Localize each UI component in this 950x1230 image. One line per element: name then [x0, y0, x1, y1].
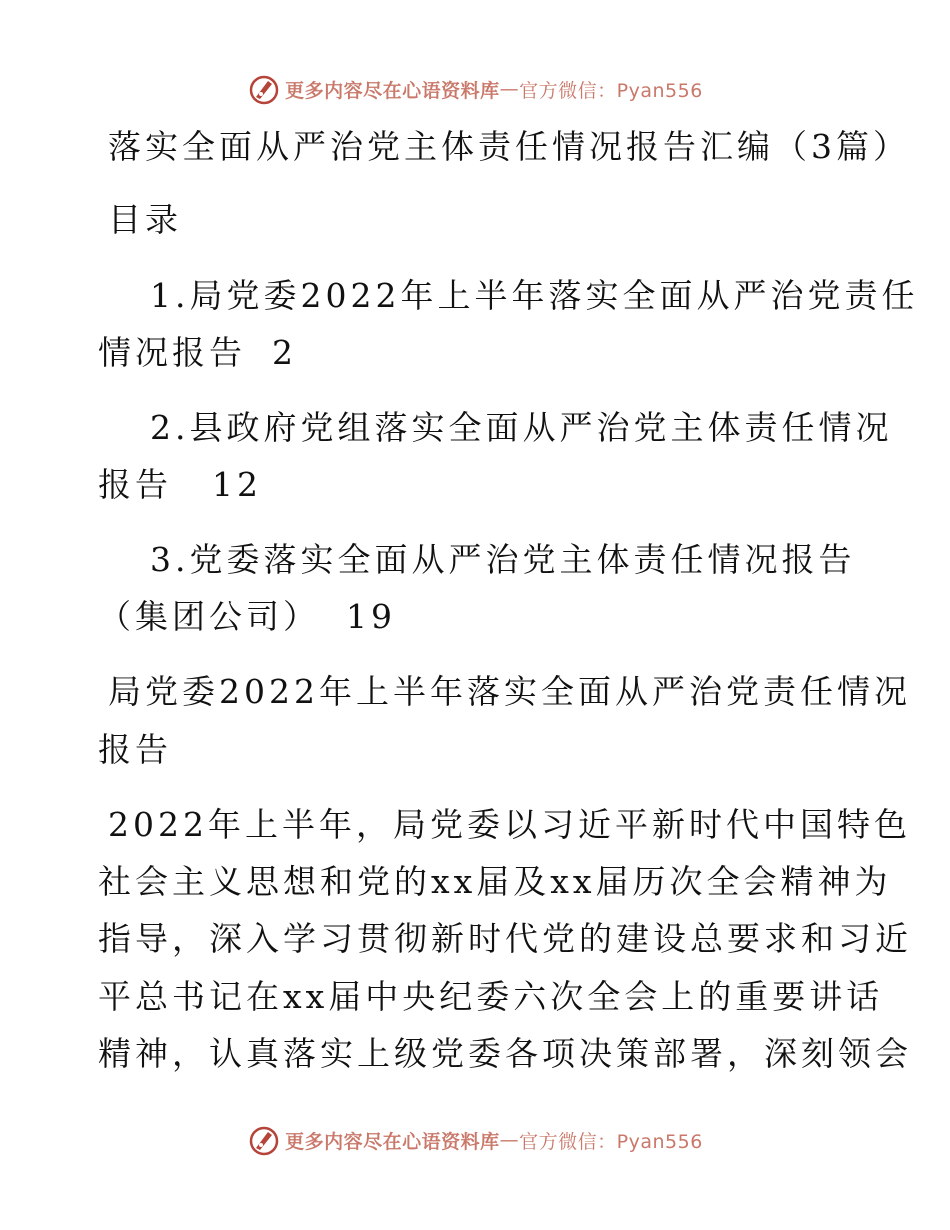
toc-heading: 目录	[108, 200, 182, 239]
watermark-site-name: 更多内容尽在心语资料库	[285, 79, 500, 102]
watermark-dash: —	[499, 1129, 520, 1151]
document-title: 落实全面从严治党主体责任情况报告汇编（3篇）	[108, 127, 910, 166]
toc-item-3-label: （集团公司）	[98, 597, 320, 636]
body-line: 社会主义思想和党的xx届及xx届历次全会精神为	[98, 862, 892, 901]
toc-item-1-label: 情况报告	[98, 333, 246, 372]
pen-nib-logo-icon	[247, 1123, 281, 1157]
watermark-site-name: 更多内容尽在心语资料库	[285, 1130, 500, 1153]
section-heading-line-1: 局党委2022年上半年落实全面从严治党责任情况	[108, 672, 911, 711]
toc-item-3-line-2	[98, 597, 396, 636]
toc-item-2-page: 12	[212, 465, 262, 504]
toc-item-2-line-1: 2.县政府党组落实全面从严治党主体责任情况	[150, 408, 893, 447]
body-line: 指导，深入学习贯彻新时代党的建设总要求和习近	[98, 919, 912, 958]
toc-item-1-line-2	[98, 333, 297, 372]
section-heading-line-2: 报告	[98, 730, 172, 769]
watermark-contact: 官方微信：Pyan556	[519, 1130, 703, 1153]
toc-item-2-label: 报告	[98, 465, 172, 504]
toc-item-1-line-1: 1.局党委2022年上半年落实全面从严治党责任	[150, 276, 919, 315]
toc-item-3-line-1: 3.党委落实全面从严治党主体责任情况报告	[150, 540, 856, 579]
watermark-dash: —	[499, 78, 520, 100]
body-line: 精神，认真落实上级党委各项决策部署，深刻领会	[98, 1034, 912, 1073]
toc-item-1-page: 2	[272, 333, 297, 372]
header-watermark	[0, 69, 950, 109]
toc-item-3-page: 19	[346, 597, 396, 636]
pen-nib-logo-icon	[247, 72, 281, 106]
body-line: 2022年上半年，局党委以习近平新时代中国特色	[108, 805, 911, 844]
body-line: 平总书记在xx届中央纪委六次全会上的重要讲话	[98, 977, 884, 1016]
footer-watermark	[0, 1120, 950, 1160]
watermark-contact: 官方微信：Pyan556	[519, 79, 703, 102]
toc-item-2-line-2	[98, 465, 262, 504]
